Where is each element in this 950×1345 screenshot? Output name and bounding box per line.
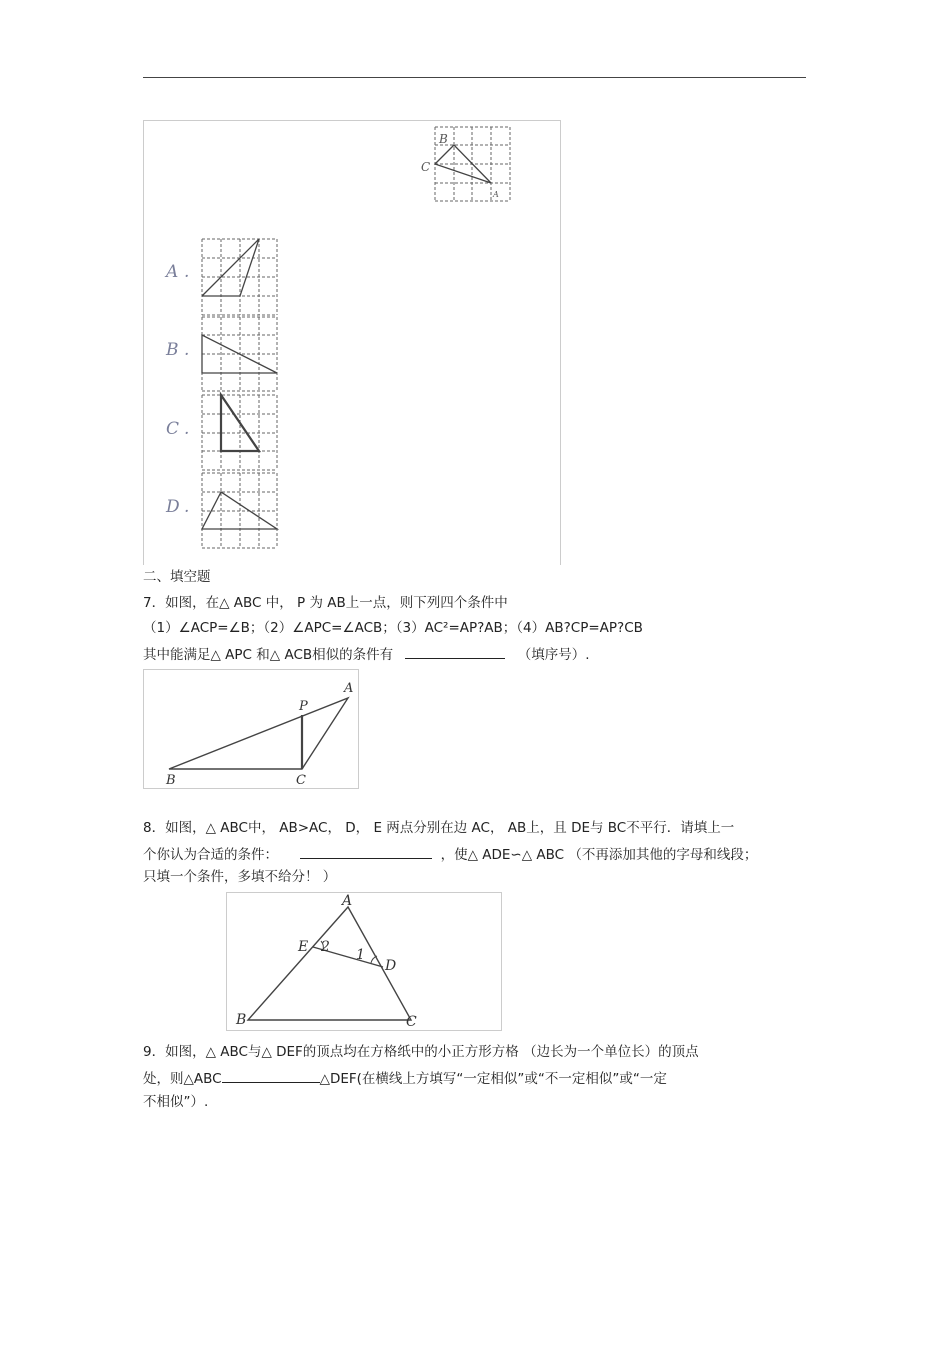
q6-label-a: A	[493, 190, 499, 199]
q6-figure	[143, 120, 561, 565]
q8-line-2	[143, 844, 757, 864]
section-title: 二、填空题	[143, 569, 211, 585]
q9-line-2-text: 处，则△ABC	[143, 1071, 222, 1087]
q9-line-2	[143, 1068, 667, 1088]
q7-figure-svg	[144, 670, 358, 788]
q9-line-3: 不相似”）.	[143, 1094, 209, 1110]
q6-option-c-grid	[202, 395, 277, 470]
q8-label-angle-2: 2	[321, 939, 330, 955]
q8-answer-blank[interactable]	[300, 844, 432, 859]
q6-option-d-dot: .	[184, 497, 190, 517]
q6-label-c: C	[421, 160, 431, 174]
q6-option-a-dot: .	[184, 262, 190, 282]
q6-option-c-label: C	[166, 419, 180, 439]
q6-option-a-triangle	[202, 239, 259, 296]
q7-label-b: B	[166, 773, 176, 788]
q8-label-e: E	[298, 939, 309, 955]
q6-option-c-dot: .	[184, 419, 190, 439]
q8-label-c: C	[406, 1014, 417, 1030]
q7-label-c: C	[296, 773, 306, 788]
q7-label-p: P	[299, 699, 308, 714]
q7-answer-blank[interactable]	[405, 644, 505, 659]
q7-line-2: （1）∠ACP=∠B；（2）∠APC=∠ACB；（3）AC²=AP?AB；（4）AB?CP=AP?CB	[143, 620, 643, 636]
q8-label-d: D	[385, 958, 397, 974]
q7-triangle	[169, 698, 348, 769]
q6-label-b: B	[439, 132, 448, 146]
q9-line-2-suffix: △DEF(在横线上方填写“一定相似”或“不一定相似”或“一定	[319, 1071, 667, 1087]
q6-option-a-label: A	[166, 262, 179, 282]
q8-figure	[226, 892, 502, 1031]
q6-option-b-label: B	[166, 340, 179, 360]
header-rule	[143, 77, 806, 78]
q8-line-2-text: 个你认为合适的条件：	[143, 847, 278, 863]
q8-figure-svg	[227, 893, 501, 1030]
q6-figure-svg	[144, 121, 560, 565]
q6-option-a-grid	[202, 239, 277, 315]
q7-figure	[143, 669, 359, 789]
q9-answer-blank[interactable]	[222, 1068, 320, 1083]
q7-label-a: A	[344, 681, 354, 696]
q6-option-d-label: D	[166, 497, 180, 517]
q8-label-a: A	[342, 893, 353, 909]
q8-line-3: 只填一个条件，多填不给分！ ）	[143, 869, 337, 885]
q6-option-b-dot: .	[184, 340, 190, 360]
q6-option-d-grid	[202, 473, 277, 548]
q8-label-angle-1: 1	[356, 947, 365, 963]
q8-line-1: 8．如图，△ ABC中， AB>AC， D， E 两点分别在边 AC， AB上，且 DE与 BC不平行．请填上一	[143, 820, 735, 836]
q7-line-1: 7．如图，在△ ABC 中， P 为 AB上一点，则下列四个条件中	[143, 595, 508, 611]
q7-line-3	[143, 644, 590, 664]
q7-line-3-suffix: （填序号）.	[517, 647, 590, 663]
q8-line-2-suffix: ，使△ ADE∽△ ABC （不再添加其他的字母和线段；	[440, 847, 758, 863]
q7-line-3-text: 其中能满足△ APC 和△ ACB相似的条件有	[143, 647, 394, 663]
q9-line-1: 9．如图，△ ABC与△ DEF的顶点均在方格纸中的小正方形方格 （边长为一个单位长）的顶点	[143, 1044, 699, 1060]
q8-label-b: B	[236, 1012, 247, 1028]
